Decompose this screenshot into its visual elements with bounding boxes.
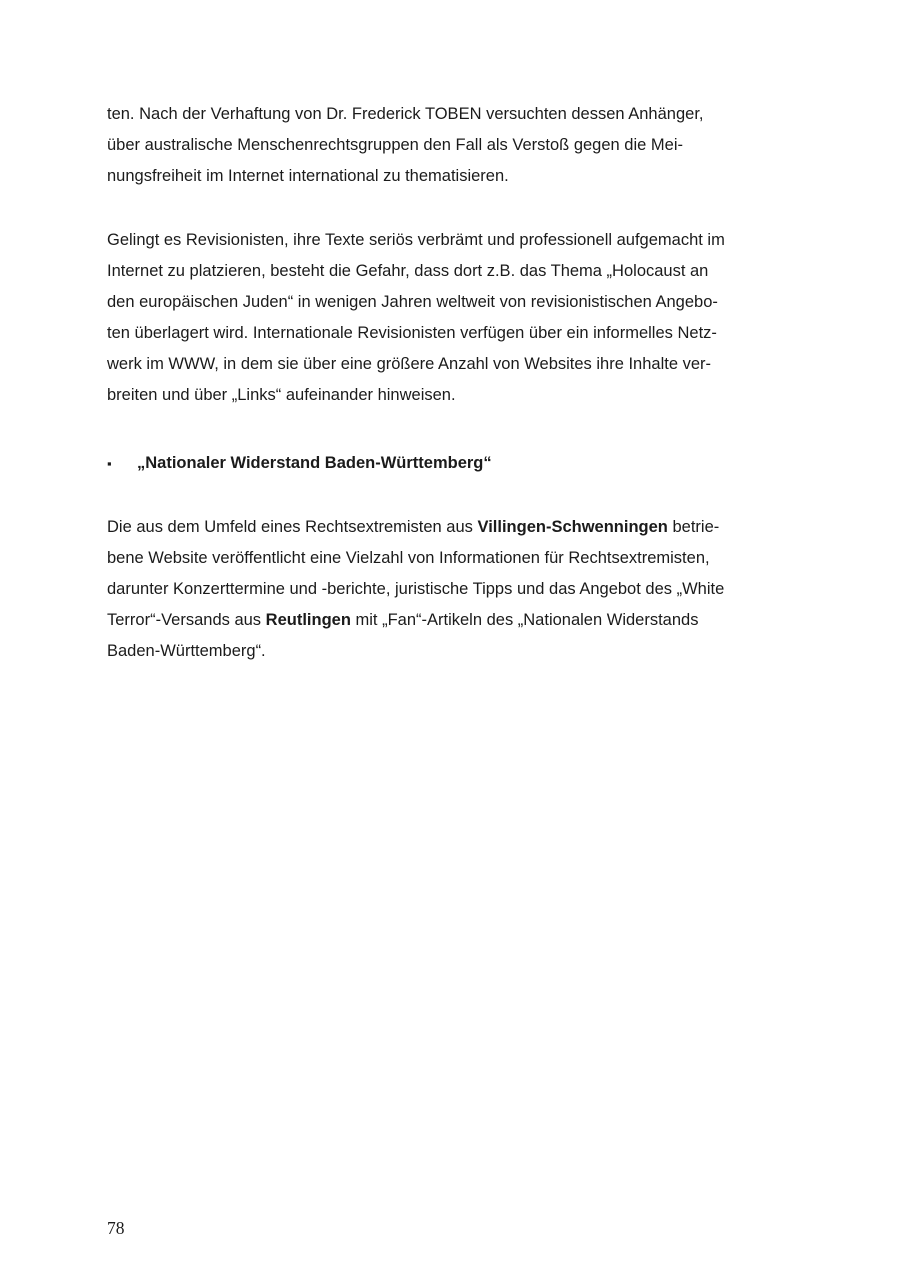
text-line xyxy=(107,161,813,192)
text-segment: den europäischen Juden“ in wenigen Jahren weltweit von revisionistischen Angebo- xyxy=(107,293,718,311)
square-bullet-icon: ▪ xyxy=(107,456,112,471)
text-line xyxy=(107,636,813,667)
text-line xyxy=(107,543,813,574)
text-segment: betrie- xyxy=(667,518,720,536)
text-segment: Internet zu platzieren, besteht die Gefahr, dass dort z.B. das Thema „Holocaust an xyxy=(107,262,709,280)
text-segment: ten überlagert wird. Internationale Revisionisten verfügen über ein informelles Netz- xyxy=(107,324,717,342)
text-segment: Gelingt es Revisionisten, ihre Texte seriös verbrämt und professionell aufgemacht im xyxy=(107,231,725,249)
text-line xyxy=(107,512,813,543)
text-line xyxy=(107,318,813,349)
text-line xyxy=(107,574,813,605)
text-line xyxy=(107,380,813,411)
bold-text-segment: Reutlingen xyxy=(265,611,351,629)
paragraph-website-description xyxy=(107,512,813,667)
text-segment: Die aus dem Umfeld eines Rechtsextremisten aus xyxy=(107,518,478,536)
bold-text-segment: Villingen-Schwenningen xyxy=(477,518,668,536)
bullet-heading-nationaler-widerstand xyxy=(107,448,813,479)
text-segment: bene Website veröffentlicht eine Vielzahl von Informationen für Rechtsextremisten, xyxy=(107,549,710,567)
text-segment: mit „Fan“-Artikeln des „Nationalen Widerstands xyxy=(350,611,699,629)
paragraph-revisionists-internet xyxy=(107,225,813,411)
text-line xyxy=(107,349,813,380)
text-line xyxy=(107,605,813,636)
page-number: 78 xyxy=(107,1218,125,1238)
text-segment: werk im WWW, in dem sie über eine größere Anzahl von Websites ihre Inhalte ver- xyxy=(107,355,712,373)
text-line xyxy=(107,225,813,256)
page-body-text xyxy=(107,99,813,667)
text-line xyxy=(107,99,813,130)
text-line xyxy=(107,256,813,287)
text-segment: ten. Nach der Verhaftung von Dr. Frederick TOBEN versuchten dessen Anhänger, xyxy=(107,105,704,123)
text-segment: über australische Menschenrechtsgruppen den Fall als Verstoß gegen die Mei- xyxy=(107,136,683,154)
text-segment: breiten und über „Links“ aufeinander hinweisen. xyxy=(107,386,456,404)
text-line xyxy=(107,130,813,161)
text-segment: nungsfreiheit im Internet international zu thematisieren. xyxy=(107,167,509,185)
paragraph-toben-arrest xyxy=(107,99,813,192)
text-line xyxy=(107,287,813,318)
text-segment: darunter Konzerttermine und -berichte, juristische Tipps und das Angebot des „White xyxy=(107,580,725,598)
heading-text: „Nationaler Widerstand Baden-Württemberg“ xyxy=(137,454,492,472)
text-segment: Baden-Württemberg“. xyxy=(107,642,266,660)
text-segment: Terror“-Versands aus xyxy=(107,611,266,629)
